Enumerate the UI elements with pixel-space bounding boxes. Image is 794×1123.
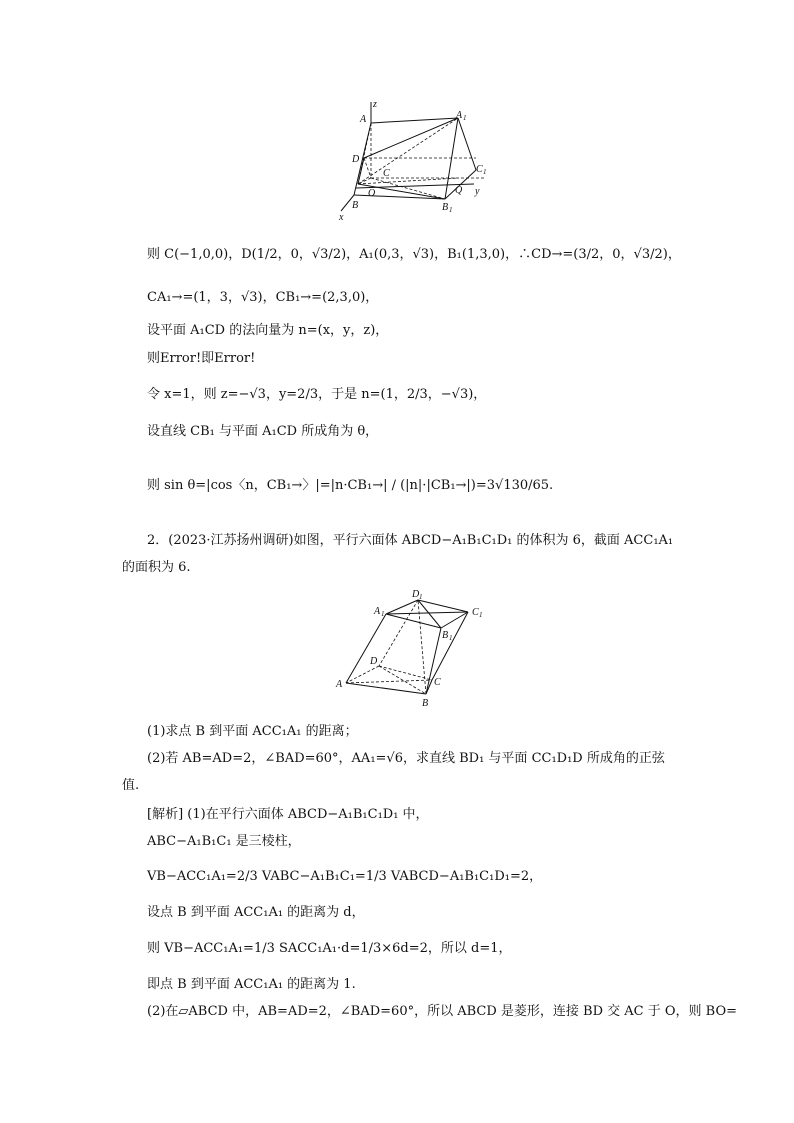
label-A1: A <box>456 110 463 121</box>
label-x: x <box>339 212 344 222</box>
analysis-line5: 则 VB−ACC₁A₁=1/3 SACC₁A₁·d=1/3×6d=2，所以 d=1， <box>147 941 512 956</box>
analysis-line6: 即点 B 到平面 ACC₁A₁ 的距离为 1. <box>147 977 356 992</box>
analysis-line1: [解析] (1)在平行六面体 ABCD−A₁B₁C₁D₁ 中， <box>147 807 429 822</box>
label-z: z <box>373 99 377 110</box>
label-Q: Q <box>455 185 463 196</box>
label-A1: A <box>374 606 381 617</box>
label-D: D <box>370 656 378 667</box>
label-A1-sub: 1 <box>381 610 385 618</box>
label-C1: C <box>472 607 479 618</box>
figure1-svg <box>336 98 496 222</box>
label-C: C <box>383 168 390 179</box>
label-A1-sub: 1 <box>463 114 467 122</box>
label-D1-sub: 1 <box>419 593 423 601</box>
solution1-line3: 设平面 A₁CD 的法向量为 n=(x，y，z)， <box>147 323 389 338</box>
figure-prism-coordinates <box>336 98 496 222</box>
problem2-q1: (1)求点 B 到平面 ACC₁A₁ 的距离； <box>147 724 358 739</box>
label-B: B <box>422 698 429 709</box>
label-B1-sub: 1 <box>449 634 453 642</box>
analysis-line7: (2)在▱ABCD 中，AB=AD=2，∠BAD=60°，所以 ABCD 是菱形，连接 BD 交 AC 于 O，则 BO= <box>147 1004 738 1019</box>
problem2-stem-line2: 的面积为 6. <box>122 560 191 575</box>
solution1-line5: 令 x=1，则 z=−√3，y=2/3，于是 n=(1，2/3，−√3)， <box>147 387 487 402</box>
problem2-q2-line1: (2)若 AB=AD=2，∠BAD=60°，AA₁=√6，求直线 BD₁ 与平面 CC₁D₁D 所成角的正弦 <box>147 751 665 766</box>
problem2-q2-line2: 值. <box>122 778 140 793</box>
analysis-line4: 设点 B 到平面 ACC₁A₁ 的距离为 d， <box>147 905 365 920</box>
solution1-line7: 则 sin θ=|cos〈n，CB₁→〉|=|n·CB₁→| / (|n|·|CB₁→|)=3√130/65. <box>147 478 554 493</box>
figure-parallelepiped <box>334 588 504 712</box>
solution1-line6: 设直线 CB₁ 与平面 A₁CD 所成角为 θ， <box>147 424 379 439</box>
label-A: A <box>360 114 367 125</box>
label-D: D <box>352 154 360 165</box>
solution1-line4: 则Error!即Error! <box>147 351 256 366</box>
label-C1: C <box>476 164 483 175</box>
label-O: O <box>368 188 376 199</box>
label-A: A <box>336 679 343 690</box>
label-C1-sub: 1 <box>479 611 483 619</box>
label-B1-sub: 1 <box>449 206 453 214</box>
label-C1-sub: 1 <box>483 168 487 176</box>
problem2-stem-line1: 2．(2023·江苏扬州调研)如图，平行六面体 ABCD−A₁B₁C₁D₁ 的体积为 6，截面 ACC₁A₁ <box>147 533 674 548</box>
solution1-line1: 则 C(−1,0,0)，D(1/2，0，√3/2)，A₁(0,3，√3)，B₁(1,3,0)，∴CD→=(3/2，0，√3/2)， <box>147 247 681 262</box>
label-y: y <box>475 186 480 197</box>
figure2-svg <box>334 588 504 712</box>
label-B1: B <box>442 630 449 641</box>
analysis-line3: VB−ACC₁A₁=2/3 VABC−A₁B₁C₁=1/3 VABCD−A₁B₁C₁D₁=2， <box>147 869 543 884</box>
label-D1: D <box>412 589 420 600</box>
analysis-line2: ABC−A₁B₁C₁ 是三棱柱， <box>147 834 301 849</box>
label-B1: B <box>442 202 449 213</box>
label-B: B <box>352 200 359 211</box>
solution1-line2: CA₁→=(1，3，√3)，CB₁→=(2,3,0)， <box>147 290 379 305</box>
label-C: C <box>434 677 441 688</box>
